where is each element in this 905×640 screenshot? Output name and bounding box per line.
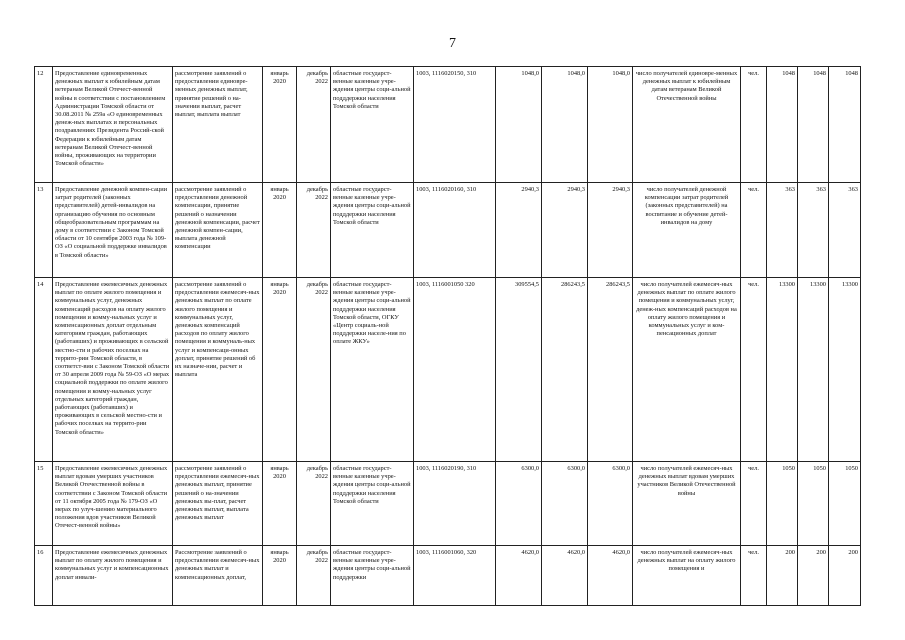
- indicator-2020: 1050: [767, 462, 798, 546]
- activity-name: Предоставление единовременных денежных выплат к юбилейным датам ветеранам Великой Отечест-венной войны в соответствии с постановлением Администрации Томской области от 30.08.2011 № 259а «О единовременных денеж-ных выплатах и персональных поздравлениях Президента Россий-ской Федерации к юбилейным датам ветеранам Великой Отечест-венной войны, проживающих на территории Томской области»: [53, 67, 173, 183]
- row-number: 15: [35, 462, 53, 546]
- indicator-unit: чел.: [741, 278, 767, 462]
- indicator-2022: 1048: [829, 67, 861, 183]
- indicator-2021: 13300: [798, 278, 829, 462]
- table-body: [35, 67, 861, 606]
- row-number: 12: [35, 67, 53, 183]
- funding-2021: 4620,0: [542, 546, 588, 606]
- indicator-2021: 1048: [798, 67, 829, 183]
- page-number: 7: [449, 36, 456, 51]
- funding-2021: 6300,0: [542, 462, 588, 546]
- table-row: [35, 546, 861, 606]
- table-row: [35, 183, 861, 278]
- indicator-2020: 200: [767, 546, 798, 606]
- end-date: декабрь 2022: [297, 546, 331, 606]
- indicator-2020: 13300: [767, 278, 798, 462]
- indicator-2020: 363: [767, 183, 798, 278]
- end-date: декабрь 2022: [297, 462, 331, 546]
- start-date: январь 2020: [263, 462, 297, 546]
- start-date: январь 2020: [263, 183, 297, 278]
- row-number: 14: [35, 278, 53, 462]
- end-date: декабрь 2022: [297, 278, 331, 462]
- executor: областные государст-венные казенные учре-ждения центры соци-альной подддержки населения Томской области: [331, 67, 414, 183]
- start-date: январь 2020: [263, 546, 297, 606]
- indicator-2021: 363: [798, 183, 829, 278]
- activity-content: рассмотрение заявлений о предоставлении ежемесяч-ных денежных выплат по оплате жилого помещения и коммунальных услуг, денежных компенсаций расходов по оплату жилого помещения и коммуналь-ных услуг и компенсаци-онных доплат, принятие решений об их назначе-нии, расчет и выплата: [173, 278, 263, 462]
- end-date: декабрь 2022: [297, 183, 331, 278]
- funding-2022: 4620,0: [588, 546, 633, 606]
- funding-2020: 4620,0: [496, 546, 542, 606]
- activity-name: Предоставление ежемесячных денежных выплат по оплату жилого помещения и коммунальных услуг и компенсационных доплат инвали-: [53, 546, 173, 606]
- row-number: 13: [35, 183, 53, 278]
- executor: областные государст-венные казенные учре-ждения центры соци-альной подддержки: [331, 546, 414, 606]
- start-date: январь 2020: [263, 278, 297, 462]
- funding-2020: 1048,0: [496, 67, 542, 183]
- budget-code: 1003, 1116020190, 310: [414, 462, 496, 546]
- funding-2020: 6300,0: [496, 462, 542, 546]
- activity-content: рассмотрение заявлений о предоставлении единовре-менных денежных выплат, принятие решений о на-значении выплат, расчет выплат, выплата выплат: [173, 67, 263, 183]
- activity-name: Предоставление денежной компен-сации затрат родителей (законных представителей) детей-инвалидов на организацию обучения по основным общеобразовательным программам на дому в соответствии с Законом Томской области от 10 сентября 2003 года № 109-ОЗ «О социальной поддержке инвалидов в Томской области»: [53, 183, 173, 278]
- funding-2020: 2940,3: [496, 183, 542, 278]
- end-date: декабрь 2022: [297, 67, 331, 183]
- indicator-unit: чел.: [741, 183, 767, 278]
- indicator-name: число получателей единовре-менных денежных выплат к юбилейным датам ветеранам Великой Отечественной войны: [633, 67, 741, 183]
- table-row: [35, 462, 861, 546]
- funding-2021: 286243,5: [542, 278, 588, 462]
- funding-2021: 1048,0: [542, 67, 588, 183]
- indicator-2022: 363: [829, 183, 861, 278]
- executor: областные государст-венные казенные учре-ждения центры соци-альной подддержки населения Томской области, ОГКУ «Центр социаль-ной подддержки населе-ния по оплате ЖКУ»: [331, 278, 414, 462]
- executor: областные государст-венные казенные учре-ждения центры соци-альной подддержки населения Томской области: [331, 183, 414, 278]
- indicator-2022: 13300: [829, 278, 861, 462]
- activity-content: Рассмотрение заявлений о предоставлении ежемесяч-ных денежных выплат и компенсационных доплат,: [173, 546, 263, 606]
- budget-code: 1003, 1116020160, 310: [414, 183, 496, 278]
- activity-content: рассмотрение заявлений о предоставлении денежной компенсации, принятие решений о назначении денежной компенсации, расчет денежной компен-сации, выплата денежной компенсации: [173, 183, 263, 278]
- table-row: [35, 67, 861, 183]
- indicator-name: число получателей ежемесяч-ных денежных выплат на оплату жилого помещения и: [633, 546, 741, 606]
- row-number: 16: [35, 546, 53, 606]
- activity-content: рассмотрение заявлений о предоставлении ежемесяч-ных денежных выплат, принятие решений о на-значении денежных вы-плат, расчет денежных выплат, выплата денежных выплат: [173, 462, 263, 546]
- funding-2022: 6300,0: [588, 462, 633, 546]
- funding-2021: 2940,3: [542, 183, 588, 278]
- activity-name: Предоставление ежемесячных денежных выплат по оплате жилого помещения и коммунальных услуг, денежных компенсаций расходов на оплату жилого помещения и комму-нальных услуг и компенсационных доплат отдельным категориям граждан, работающих (работавших) и проживающих в сельской местно-сти и рабочих поселках на террито-рии Томской области, в соответст-вии с Законом Томской области от 30 апреля 2009 года № 59-ОЗ «О мерах социальной поддержки по оплате жилого помещения и комму-нальных услуг отдельных категорий граждан, работающих (работавших) и проживающих в сельской местно-сти и рабочих поселках на террито-рии Томской области»: [53, 278, 173, 462]
- indicator-name: число получателей ежемесяч-ных денежных выплат вдовам умерших участников Великой Отечественной войны: [633, 462, 741, 546]
- funding-2020: 309554,5: [496, 278, 542, 462]
- funding-2022: 2940,3: [588, 183, 633, 278]
- executor: областные государст-венные казенные учре-ждения центры соци-альной подддержки населения Томской области: [331, 462, 414, 546]
- indicator-name: число получателей денежной компенсации затрат родителей (законных представителей) на воспитание и обучение детей-инвалидов на дому: [633, 183, 741, 278]
- table-row: [35, 278, 861, 462]
- indicator-unit: чел.: [741, 546, 767, 606]
- indicator-2022: 1050: [829, 462, 861, 546]
- indicator-unit: чел.: [741, 67, 767, 183]
- indicator-2021: 1050: [798, 462, 829, 546]
- indicator-unit: чел.: [741, 462, 767, 546]
- program-activities-table: [34, 66, 861, 606]
- indicator-2021: 200: [798, 546, 829, 606]
- funding-2022: 286243,5: [588, 278, 633, 462]
- budget-code: 1003, 1116020150, 310: [414, 67, 496, 183]
- start-date: январь 2020: [263, 67, 297, 183]
- indicator-2020: 1048: [767, 67, 798, 183]
- indicator-2022: 200: [829, 546, 861, 606]
- funding-2022: 1048,0: [588, 67, 633, 183]
- activity-name: Предоставление ежемесячных денежных выплат вдовам умерших участников Великой Отечественной войны в соответствии с Законом Томской области от 11 октября 2005 года № 179-ОЗ «О мерах по улуч-шению материального положения вдов участников Великой Отечест-венной войны»: [53, 462, 173, 546]
- indicator-name: число получателей ежемесяч-ных денежных выплат по оплате жилого помещения и коммунальных услуг, денеж-ных компенсаций расходов на оплату жилого помещения и коммунальных услуг и ком-пенсационных доплат: [633, 278, 741, 462]
- budget-code: 1003, 1116001060, 320: [414, 546, 496, 606]
- budget-code: 1003, 1116001050 320: [414, 278, 496, 462]
